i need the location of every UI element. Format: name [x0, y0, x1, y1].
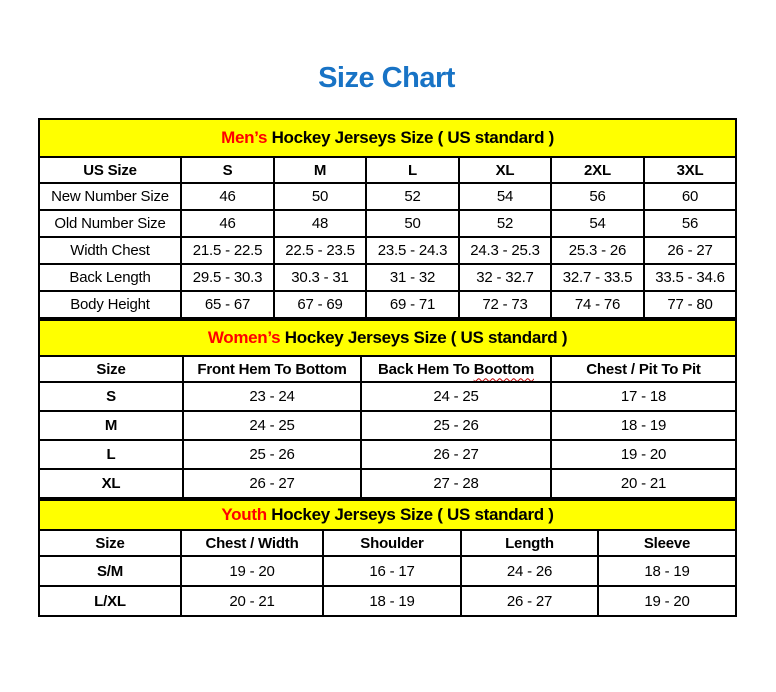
table-cell: 23 - 24	[183, 382, 361, 411]
table-cell: 30.3 - 31	[274, 264, 366, 291]
table-cell: 19 - 20	[598, 586, 736, 616]
row-label: M	[39, 411, 183, 440]
column-header: 3XL	[644, 157, 736, 183]
table-cell: 69 - 71	[366, 291, 459, 318]
column-header: Chest / Pit To Pit	[551, 356, 736, 382]
table-cell: 19 - 20	[551, 440, 736, 469]
table-cell: 72 - 73	[459, 291, 551, 318]
column-header: Shoulder	[323, 530, 461, 556]
table-cell: 24 - 25	[183, 411, 361, 440]
table-cell: 18 - 19	[598, 556, 736, 586]
table-row	[39, 291, 736, 318]
table-cell: 56	[644, 210, 736, 237]
table-cell: 24 - 25	[361, 382, 551, 411]
table-cell: 77 - 80	[644, 291, 736, 318]
table-cell: 32.7 - 33.5	[551, 264, 644, 291]
row-label: XL	[39, 469, 183, 498]
table-cell: 16 - 17	[323, 556, 461, 586]
column-header: Size	[39, 356, 183, 382]
table-cell: 46	[181, 210, 274, 237]
row-label: L	[39, 440, 183, 469]
table-cell: 25.3 - 26	[551, 237, 644, 264]
table-row	[39, 556, 736, 586]
table-cell: 50	[274, 183, 366, 210]
table-cell: 54	[459, 183, 551, 210]
table-cell: 32 - 32.7	[459, 264, 551, 291]
men-column-header-row	[39, 157, 736, 183]
column-header: Front Hem To Bottom	[183, 356, 361, 382]
column-header: 2XL	[551, 157, 644, 183]
misspelled-word: Boottom	[473, 360, 534, 378]
women-size-table	[38, 319, 737, 499]
table-cell: 25 - 26	[183, 440, 361, 469]
women-section-header-row	[39, 320, 736, 356]
column-header: L	[366, 157, 459, 183]
table-cell: 17 - 18	[551, 382, 736, 411]
youth-section-title-rest: Hockey Jerseys Size ( US standard )	[266, 505, 554, 524]
table-row	[39, 440, 736, 469]
row-label: Width Chest	[39, 237, 181, 264]
women-section-title	[39, 320, 736, 356]
row-label: L/XL	[39, 586, 181, 616]
table-cell: 46	[181, 183, 274, 210]
men-size-table	[38, 118, 737, 319]
row-label: Body Height	[39, 291, 181, 318]
women-section-title-rest: Hockey Jerseys Size ( US standard )	[280, 328, 568, 347]
table-cell: 24.3 - 25.3	[459, 237, 551, 264]
table-cell: 48	[274, 210, 366, 237]
table-cell: 27 - 28	[361, 469, 551, 498]
column-header: Chest / Width	[181, 530, 323, 556]
table-cell: 26 - 27	[183, 469, 361, 498]
men-section-header-row	[39, 119, 736, 157]
table-cell: 33.5 - 34.6	[644, 264, 736, 291]
table-cell: 18 - 19	[323, 586, 461, 616]
row-label: S	[39, 382, 183, 411]
table-cell: 60	[644, 183, 736, 210]
table-cell: 54	[551, 210, 644, 237]
column-header: Size	[39, 530, 181, 556]
table-cell: 50	[366, 210, 459, 237]
table-cell: 22.5 - 23.5	[274, 237, 366, 264]
women-section-title-highlight: Women’s	[207, 328, 281, 347]
column-header: M	[274, 157, 366, 183]
youth-size-table	[38, 499, 737, 617]
table-row	[39, 411, 736, 440]
table-row	[39, 586, 736, 616]
table-cell: 29.5 - 30.3	[181, 264, 274, 291]
table-cell: 23.5 - 24.3	[366, 237, 459, 264]
youth-section-header-row	[39, 500, 736, 530]
row-label: Old Number Size	[39, 210, 181, 237]
page-title: Size Chart	[318, 62, 455, 94]
column-header: XL	[459, 157, 551, 183]
women-column-header-row	[39, 356, 736, 382]
table-cell: 74 - 76	[551, 291, 644, 318]
column-header: Sleeve	[598, 530, 736, 556]
row-label: S/M	[39, 556, 181, 586]
column-header: Length	[461, 530, 598, 556]
youth-section-title-highlight: Youth	[221, 505, 267, 524]
youth-section-title	[39, 500, 736, 530]
row-label: New Number Size	[39, 183, 181, 210]
table-cell: 26 - 27	[361, 440, 551, 469]
men-section-title-highlight: Men’s	[221, 128, 268, 147]
table-cell: 67 - 69	[274, 291, 366, 318]
table-cell: 20 - 21	[551, 469, 736, 498]
table-row	[39, 469, 736, 498]
youth-column-header-row	[39, 530, 736, 556]
table-row	[39, 210, 736, 237]
table-cell: 31 - 32	[366, 264, 459, 291]
table-cell: 52	[366, 183, 459, 210]
table-cell: 19 - 20	[181, 556, 323, 586]
table-row	[39, 237, 736, 264]
column-header: S	[181, 157, 274, 183]
men-section-title	[39, 119, 736, 157]
column-header-text: Back Hem To	[378, 360, 470, 378]
table-row	[39, 183, 736, 210]
table-row	[39, 264, 736, 291]
column-header	[361, 356, 551, 382]
table-cell: 18 - 19	[551, 411, 736, 440]
column-header: US Size	[39, 157, 181, 183]
table-cell: 65 - 67	[181, 291, 274, 318]
table-cell: 52	[459, 210, 551, 237]
table-cell: 26 - 27	[461, 586, 598, 616]
table-cell: 21.5 - 22.5	[181, 237, 274, 264]
men-section-title-rest: Hockey Jerseys Size ( US standard )	[267, 128, 554, 147]
table-row	[39, 382, 736, 411]
table-cell: 26 - 27	[644, 237, 736, 264]
size-chart-document	[38, 62, 735, 617]
table-cell: 24 - 26	[461, 556, 598, 586]
table-cell: 25 - 26	[361, 411, 551, 440]
row-label: Back Length	[39, 264, 181, 291]
table-cell: 56	[551, 183, 644, 210]
table-cell: 20 - 21	[181, 586, 323, 616]
